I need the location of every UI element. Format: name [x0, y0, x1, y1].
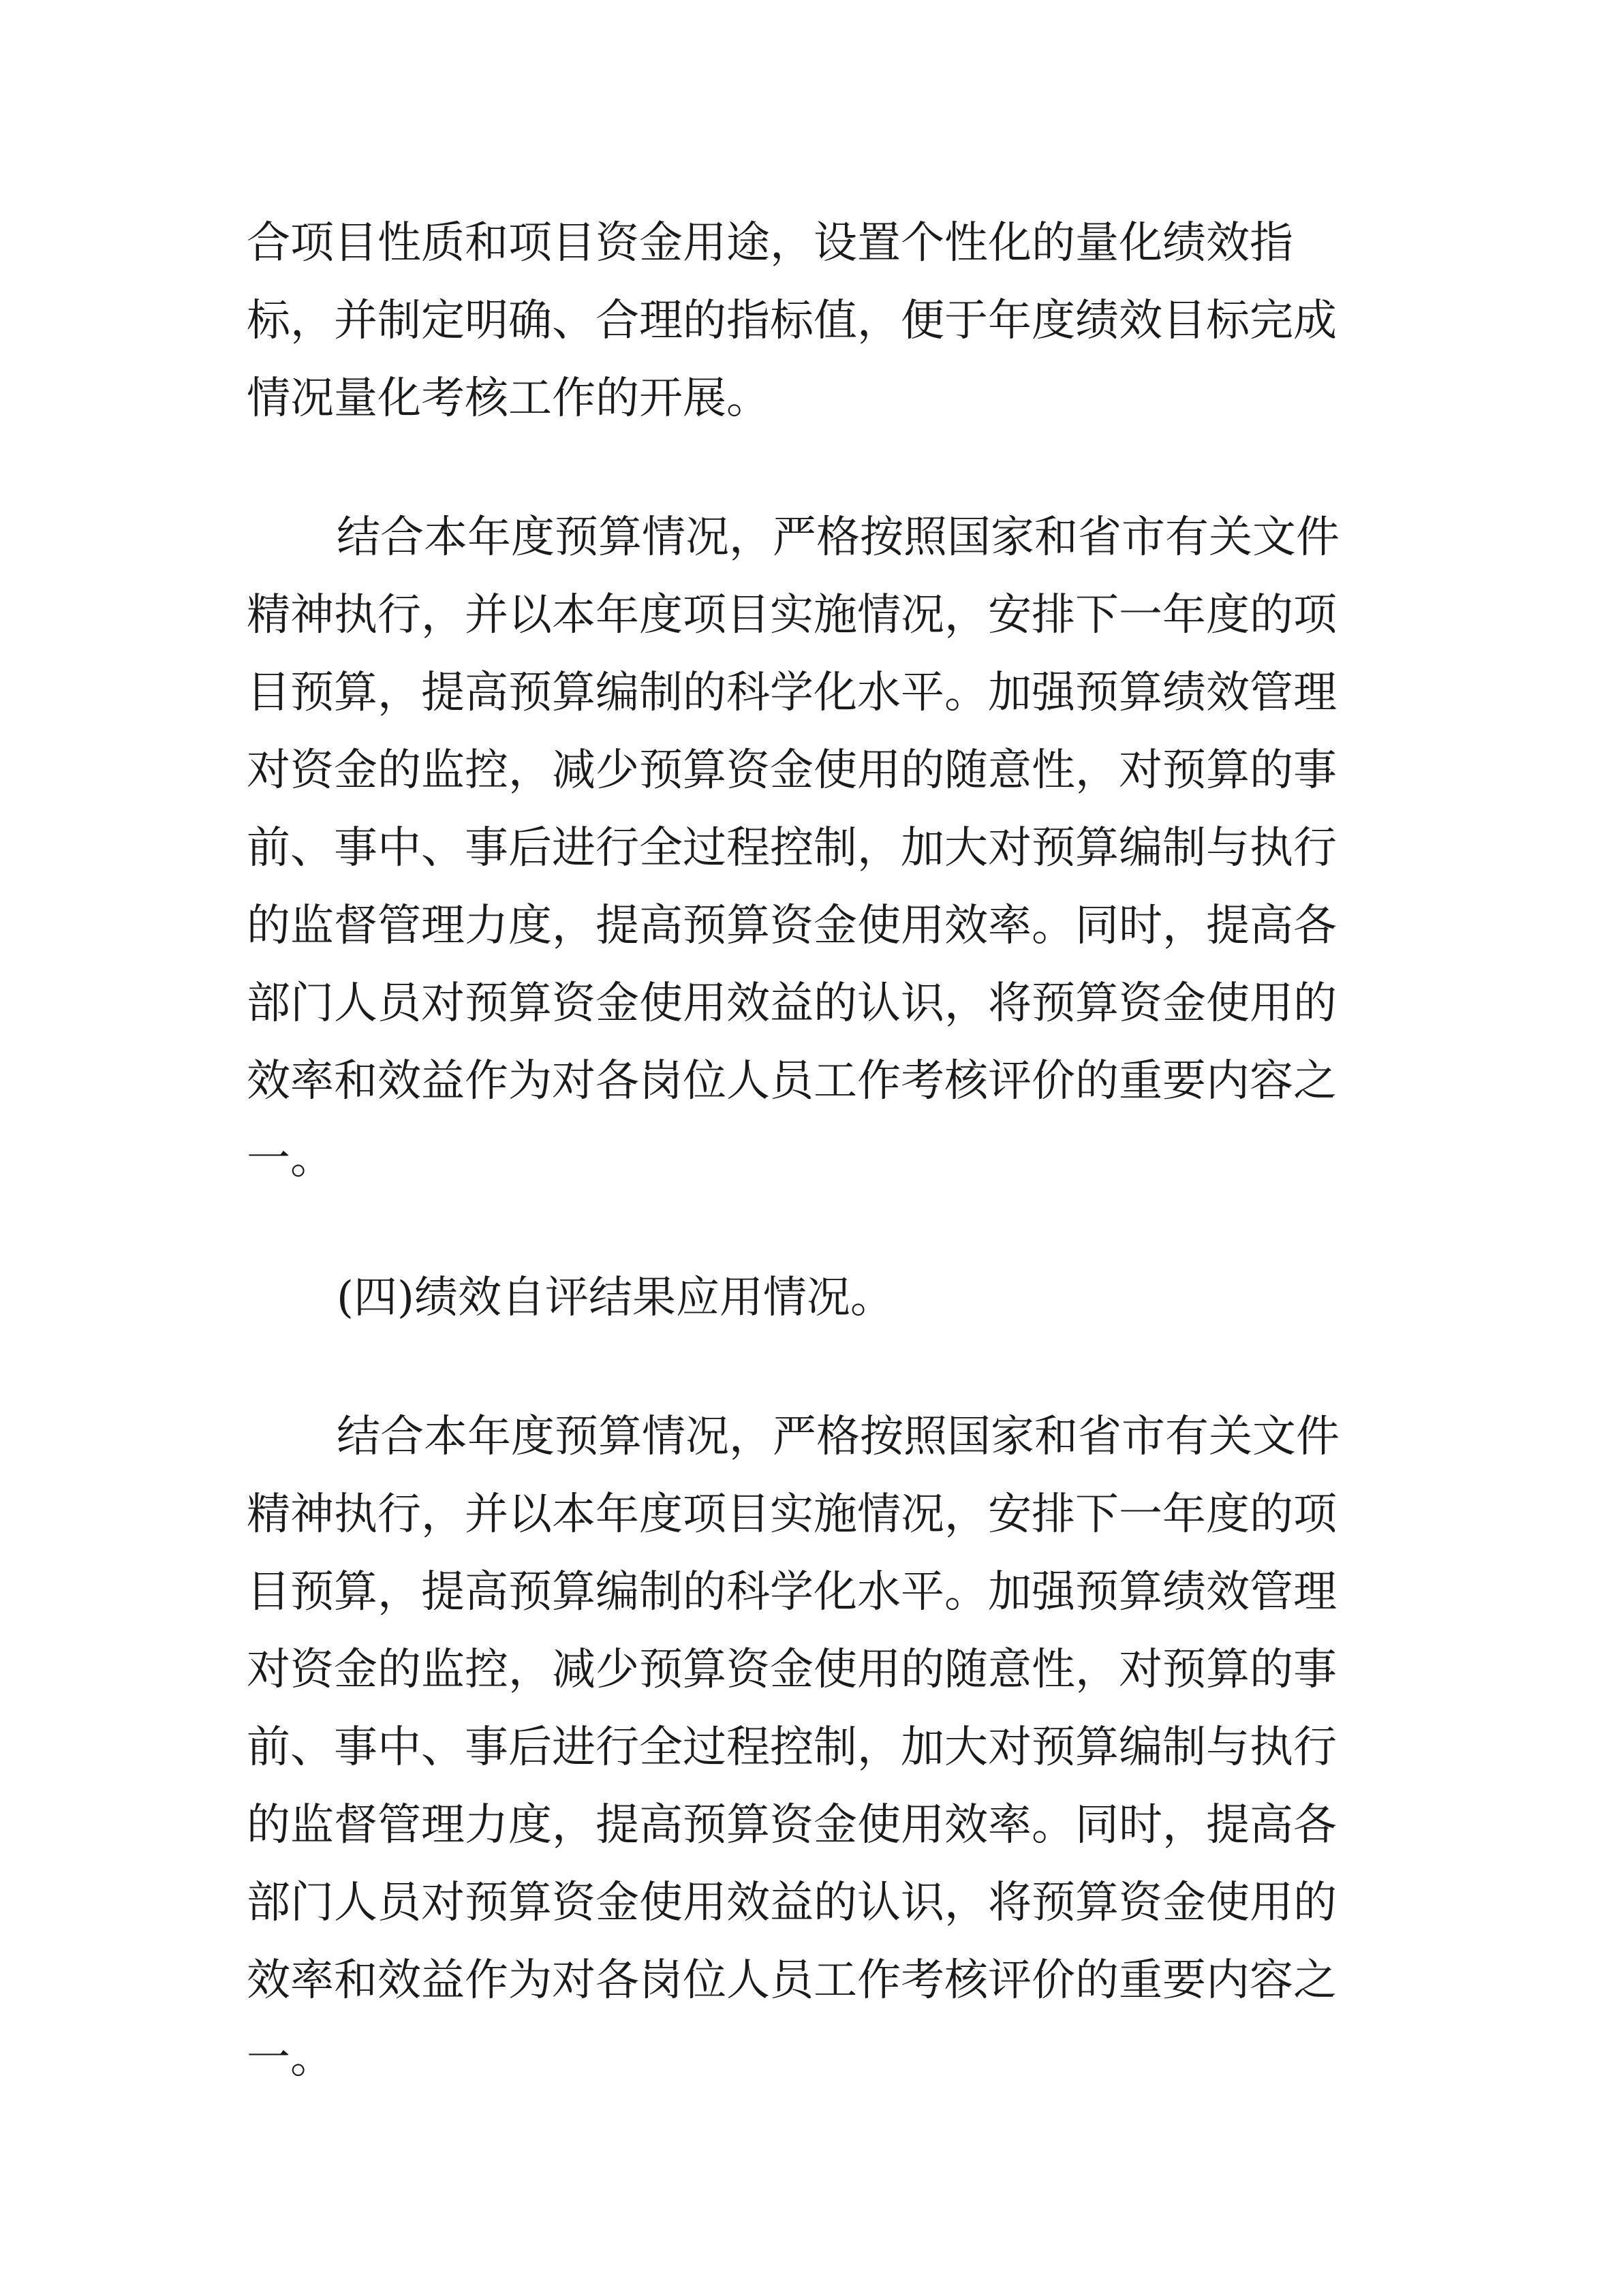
- text-line: 目预算，提高预算编制的科学化水平。加强预算绩效管理: [247, 668, 1337, 718]
- text-line: 对资金的监控，减少预算资金使用的随意性，对预算的事: [247, 1645, 1337, 1695]
- document-body: [247, 204, 1340, 2097]
- text-line: 结合本年度预算情况，严格按照国家和省市有关文件: [337, 1412, 1340, 1462]
- text-line: 情况量化考核工作的开展。: [247, 373, 770, 424]
- text-line: 精神执行，并以本年度项目实施情况，安排下一年度的项: [247, 590, 1337, 640]
- paragraph-budget-management: [247, 499, 1340, 1198]
- text-line: 部门人员对预算资金使用效益的认识，将预算资金使用的: [247, 1878, 1337, 1928]
- text-line: 一。: [247, 2033, 334, 2083]
- heading-text: (四)绩效自评结果应用情况。: [337, 1273, 894, 1323]
- text-line: 部门人员对预算资金使用效益的认识，将预算资金使用的: [247, 978, 1337, 1029]
- text-line: 的监督管理力度，提高预算资金使用效率。同时，提高各: [247, 901, 1337, 951]
- text-line: 的监督管理力度，提高预算资金使用效率。同时，提高各: [247, 1800, 1337, 1850]
- text-line: 精神执行，并以本年度项目实施情况，安排下一年度的项: [247, 1489, 1337, 1540]
- text-line: 结合本年度预算情况，严格按照国家和省市有关文件: [337, 512, 1340, 563]
- text-line: 前、事中、事后进行全过程控制，加大对预算编制与执行: [247, 823, 1337, 873]
- text-line: 合项目性质和项目资金用途，设置个性化的量化绩效指: [247, 218, 1293, 268]
- paragraph-continuation: [247, 204, 1337, 437]
- text-line: 目预算，提高预算编制的科学化水平。加强预算绩效管理: [247, 1567, 1337, 1617]
- text-line: 一。: [247, 1134, 334, 1184]
- text-line: 对资金的监控，减少预算资金使用的随意性，对预算的事: [247, 745, 1337, 796]
- text-line: 前、事中、事后进行全过程控制，加大对预算编制与执行: [247, 1722, 1337, 1773]
- section-heading: [247, 1259, 1337, 1337]
- text-line: 效率和效益作为对各岗位人员工作考核评价的重要内容之: [247, 1056, 1337, 1106]
- text-line: 标，并制定明确、合理的指标值，便于年度绩效目标完成: [247, 296, 1337, 346]
- paragraph-results-application: [247, 1398, 1340, 2097]
- text-line: 效率和效益作为对各岗位人员工作考核评价的重要内容之: [247, 1955, 1337, 2006]
